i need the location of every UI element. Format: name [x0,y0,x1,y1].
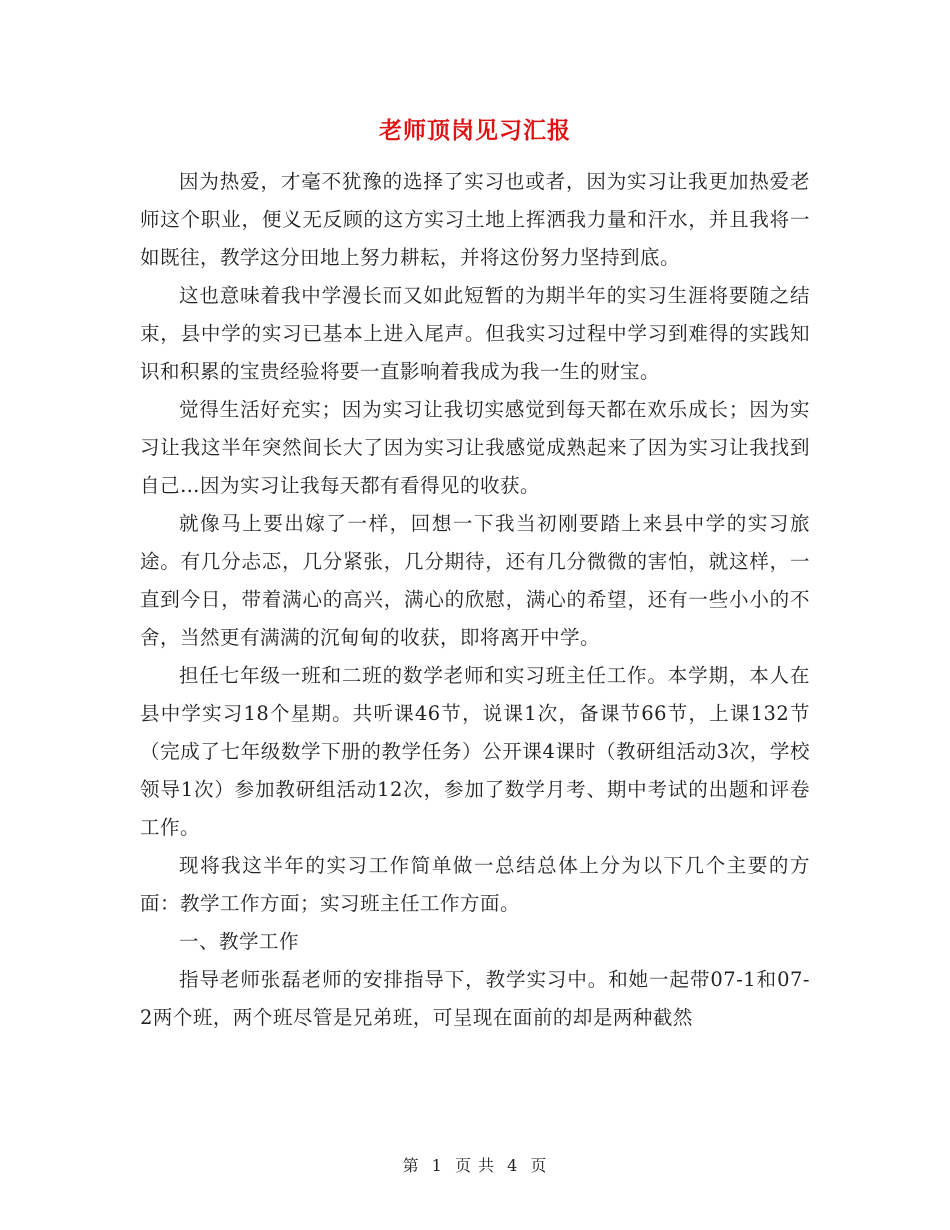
paragraph: 这也意味着我中学漫长而又如此短暂的为期半年的实习生涯将要随之结束，县中学的实习已基本上进入尾声。但我实习过程中学习到难得的实践知识和积累的宝贵经验将要一直影响着我成为我一生的财宝。 [140,284,810,383]
paragraph: 指导老师张磊老师的安排指导下，教学实习中。和她一起带07-1和07-2两个班，两个班尽管是兄弟班，可呈现在面前的却是两种截然 [140,968,810,1029]
paragraph: 就像马上要出嫁了一样，回想一下我当初刚要踏上来县中学的实习旅途。有几分忐忑，几分紧张，几分期待，还有几分微微的害怕，就这样，一直到今日，带着满心的高兴，满心的欣慰，满心的希望，还有一些小小的不舍，当然更有满满的沉甸甸的收获，即将离开中学。 [140,512,810,649]
total-pages-number: 4 [507,1156,519,1175]
paragraph: 觉得生活好充实；因为实习让我切实感觉到每天都在欢乐成长；因为实习让我这半年突然间长大了因为实习让我感觉成熟起来了因为实习让我找到自己…因为实习让我每天都有看得见的收获。 [140,398,810,497]
current-page-number: 1 [431,1156,443,1175]
section-heading: 一、教学工作 [179,930,300,953]
footer-prefix: 第 [402,1156,420,1175]
document-title: 老师顶岗见习汇报 [379,117,571,144]
page-footer [0,1153,950,1176]
paragraph: 现将我这半年的实习工作简单做一总结总体上分为以下几个主要的方面：教学工作方面；实习班主任工作方面。 [140,854,810,915]
footer-middle: 页 共 [454,1156,496,1175]
paragraph: 因为热爱，才毫不犹豫的选择了实习也或者，因为实习让我更加热爱老师这个职业，便义无反顾的这方实习土地上挥洒我力量和汗水，并且我将一如既往，教学这分田地上努力耕耘，并将这份努力坚持到底。 [140,170,810,269]
document-body [140,163,810,1037]
footer-suffix: 页 [530,1156,548,1175]
paragraph: 担任七年级一班和二班的数学老师和实习班主任工作。本学期，本人在县中学实习18个星期。共听课46节，说课1次，备课节66节，上课132节（完成了七年级数学下册的教学任务）公开课4课时（教研组活动3次，学校领导1次）参加教研组活动12次，参加了数学月考、期中考试的出题和评卷工作。 [140,664,810,839]
